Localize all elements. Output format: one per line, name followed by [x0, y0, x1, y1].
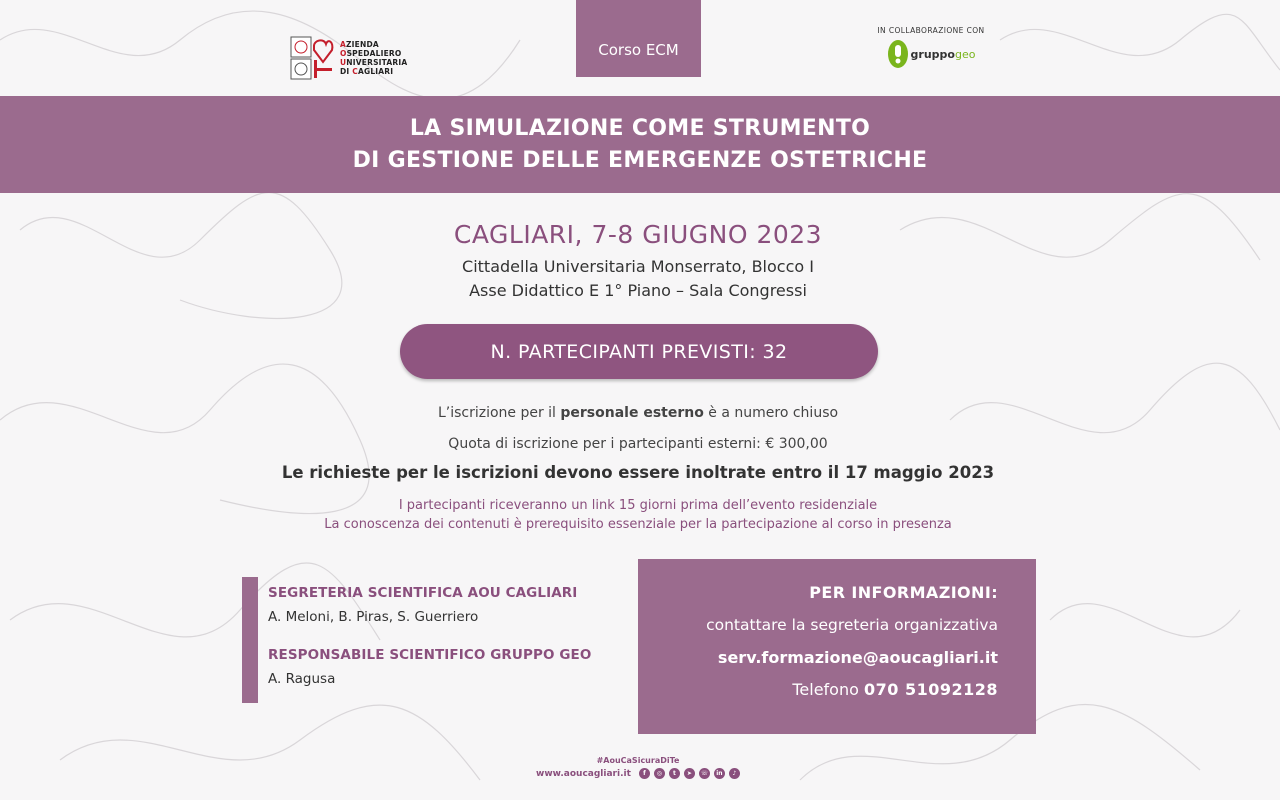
aou-line-3-rest: NIVERSITARIA	[346, 58, 408, 67]
geo-word: geo	[954, 47, 976, 61]
course-title-line-1: LA SIMULAZIONE COME STRUMENTO	[409, 115, 871, 141]
course-type-label: Corso ECM	[598, 41, 679, 59]
registration-note-1: I partecipanti riceveranno un link 15 giorni prima dell’evento residenziale	[398, 498, 878, 513]
registration-closed-notice	[0, 405, 1276, 421]
telegram-icon[interactable]: ➤	[684, 768, 695, 779]
whatsapp-icon[interactable]: ☏	[700, 770, 709, 777]
aou-line-2-rest: SPEDALIERO	[346, 49, 402, 58]
course-title-line-2: DI GESTIONE DELLE EMERGENZE OSTETRICHE	[352, 147, 928, 173]
event-details	[0, 220, 1276, 303]
aou-line-4: DI CAGLIARI	[340, 67, 394, 76]
registration-line1-bold: personale esterno	[560, 405, 704, 421]
info-contact: contattare la segreteria organizzativa	[706, 616, 998, 634]
aou-line-2: OSPEDALIERO	[340, 49, 402, 58]
registration-notes	[0, 496, 1276, 534]
participants-badge	[400, 324, 878, 379]
website-link[interactable]: www.aoucagliari.it	[536, 768, 631, 779]
scientific-responsible-name: A. Ragusa	[268, 671, 336, 687]
gruppo-geo-mark-icon	[887, 39, 909, 69]
info-phone	[658, 680, 998, 699]
collaboration-block	[871, 26, 991, 69]
aou-line-3: UNIVERSITARIA	[340, 58, 408, 67]
registration-line1-pre: L’iscrizione per il	[437, 405, 561, 421]
registration-note-2: La conoscenza dei contenuti è prerequisito essenziale per la partecipazione al corso in presenza	[324, 517, 952, 532]
secretariat-block	[268, 585, 591, 687]
event-venue-line-2: Asse Didattico E 1° Piano – Sala Congressi	[469, 281, 807, 300]
gruppo-word: gruppo	[910, 47, 955, 61]
course-title-banner	[0, 96, 1280, 193]
registration-deadline: Le richieste per le iscrizioni devono essere inoltrate entro il 17 maggio 2023	[281, 463, 995, 482]
registration-fee: Quota di iscrizione per i partecipanti esterni: € 300,00	[448, 436, 828, 452]
tiktok-icon[interactable]: ♪	[729, 768, 740, 779]
twitter-icon[interactable]: t	[669, 768, 680, 779]
footer-hashtag: #AouCaSicuraDiTe	[596, 756, 680, 765]
info-email-link[interactable]: serv.formazione@aoucagliari.it	[717, 648, 998, 667]
aou-cagliari-logo	[290, 36, 407, 80]
course-type-tab	[576, 0, 701, 77]
participants-text: N. PARTECIPANTI PREVISTI: 32	[490, 340, 788, 363]
instagram-icon[interactable]: ◎	[654, 768, 665, 779]
aou-logo-text	[340, 40, 407, 76]
scientific-secretariat-title: SEGRETERIA SCIENTIFICA AOU CAGLIARI	[268, 585, 578, 601]
linkedin-icon[interactable]: in	[714, 768, 725, 779]
collaboration-label: IN COLLABORAZIONE CON	[877, 26, 985, 35]
registration-line1-post: è a numero chiuso	[703, 405, 839, 421]
aou-emblem-icon	[290, 36, 334, 80]
gruppo-geo-wordmark	[911, 48, 976, 61]
gruppo-geo-logo	[871, 39, 991, 69]
aou-line-1: AZIENDA	[340, 40, 379, 49]
info-phone-label: Telefono	[792, 680, 864, 699]
event-venue-line-1: Cittadella Universitaria Monserrato, Blocco I	[462, 257, 814, 276]
info-phone-number[interactable]: 070 51092128	[863, 680, 998, 699]
info-heading: PER INFORMAZIONI:	[809, 583, 998, 602]
info-box	[638, 559, 1036, 734]
scientific-secretariat-names: A. Meloni, B. Piras, S. Guerriero	[268, 609, 479, 625]
facebook-icon[interactable]: f	[639, 768, 650, 779]
event-date: CAGLIARI, 7-8 GIUGNO 2023	[453, 220, 823, 249]
aou-line-1-rest: ZIENDA	[346, 40, 379, 49]
scientific-responsible-title: RESPONSABILE SCIENTIFICO GRUPPO GEO	[268, 647, 592, 663]
footer-bar	[536, 768, 740, 779]
secretariat-accent-bar	[242, 577, 258, 703]
